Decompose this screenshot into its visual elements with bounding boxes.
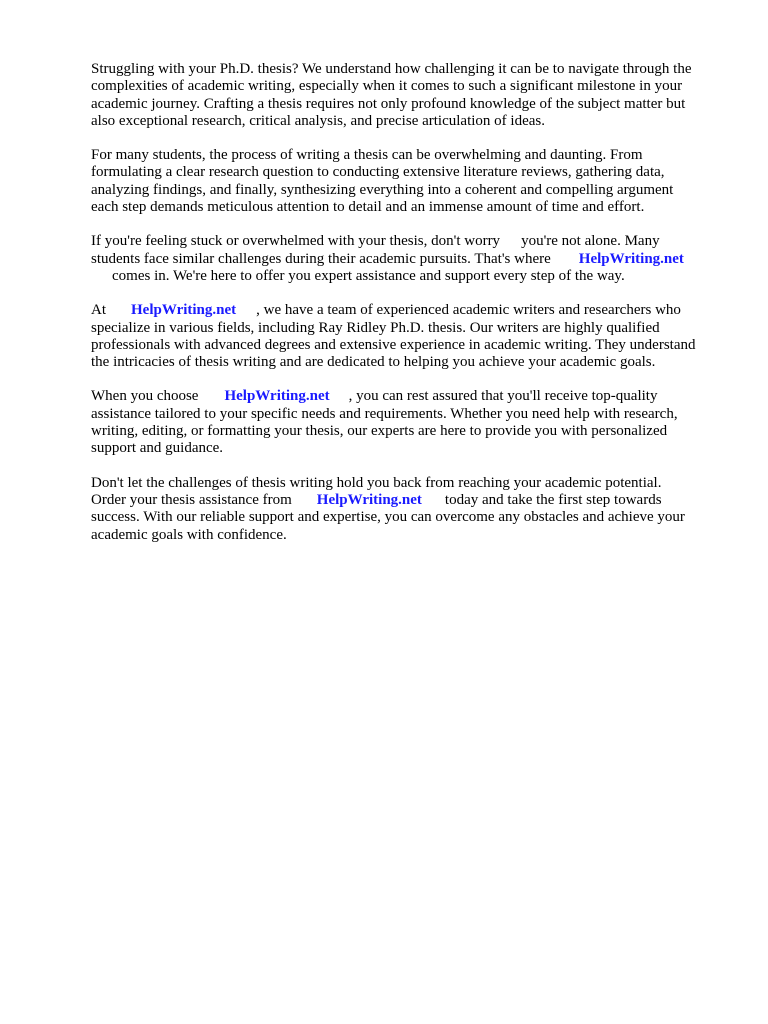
text-line: Don't let the challenges of thesis writing hold you back from reaching your academic potential.: [91, 474, 662, 491]
text-line: [91, 233, 731, 250]
text-line: Struggling with your Ph.D. thesis? We understand how challenging it can be to navigate through the: [91, 61, 692, 77]
text-line: the intricacies of thesis writing and are dedicated to helping you achieve your academic goals.: [91, 354, 656, 371]
text-line: formulating a clear research question to conducting extensive literature reviews, gathering data,: [91, 164, 665, 181]
paragraph-process: [91, 147, 731, 216]
paragraph-intro: [91, 61, 731, 130]
text-segment: comes in. We're here to offer you expert assistance and support every step of the way.: [112, 267, 625, 284]
text-segment: , you can rest assured that you'll receive top-quality: [348, 388, 658, 405]
paragraph-team: [91, 302, 731, 371]
text-segment: When you choose: [91, 388, 199, 405]
text-segment: students face similar challenges during their academic pursuits. That's where: [91, 250, 551, 267]
text-line: [91, 302, 731, 319]
text-segment: If you're feeling stuck or overwhelmed with your thesis, don't worry: [91, 233, 501, 250]
text-line: success. With our reliable support and expertise, you can overcome any obstacles and achieve your: [91, 509, 685, 526]
text-line: academic journey. Crafting a thesis requires not only profound knowledge of the subject matter but: [91, 95, 686, 112]
text-line: complexities of academic writing, especially when it comes to such a significant milestone in your: [91, 78, 683, 95]
text-line: assistance tailored to your specific needs and requirements. Whether you need help with research,: [91, 405, 678, 422]
helpwriting-link[interactable]: HelpWriting.net: [224, 388, 330, 405]
helpwriting-link[interactable]: HelpWriting.net: [316, 491, 422, 508]
text-line: also exceptional research, critical analysis, and precise articulation of ideas.: [91, 112, 545, 129]
text-line: support and guidance.: [91, 440, 224, 457]
text-segment: you're not alone. Many: [521, 233, 660, 250]
text-line: academic goals with confidence.: [91, 526, 287, 543]
paragraph-choose: [91, 388, 731, 457]
text-line: [91, 388, 731, 405]
paragraph-closing: [91, 475, 731, 544]
helpwriting-link[interactable]: HelpWriting.net: [578, 250, 684, 267]
text-line: specialize in various fields, including Ray Ridley Ph.D. thesis. Our writers are highly qualified: [91, 319, 660, 336]
text-line: writing, editing, or formatting your thesis, our experts are here to provide you with personalized: [91, 423, 668, 440]
paragraph-not-alone: [91, 233, 731, 285]
text-segment: Order your thesis assistance from: [91, 491, 292, 508]
text-segment: today and take the first step towards: [444, 491, 662, 508]
document-body: [91, 61, 731, 561]
text-segment: , we have a team of experienced academic writers and researchers who: [256, 302, 681, 319]
text-line: [91, 251, 731, 268]
helpwriting-link[interactable]: HelpWriting.net: [131, 302, 237, 319]
text-line: For many students, the process of writing a thesis can be overwhelming and daunting. From: [91, 147, 643, 164]
text-segment: At: [91, 302, 106, 319]
text-line: [91, 492, 731, 509]
text-line: professionals with advanced degrees and extensive experience in academic writing. They understand: [91, 336, 696, 353]
text-line: each step demands meticulous attention to detail and an immense amount of time and effort.: [91, 199, 645, 216]
text-line: analyzing findings, and finally, synthesizing everything into a coherent and compelling argument: [91, 181, 674, 198]
text-line: [91, 268, 731, 285]
